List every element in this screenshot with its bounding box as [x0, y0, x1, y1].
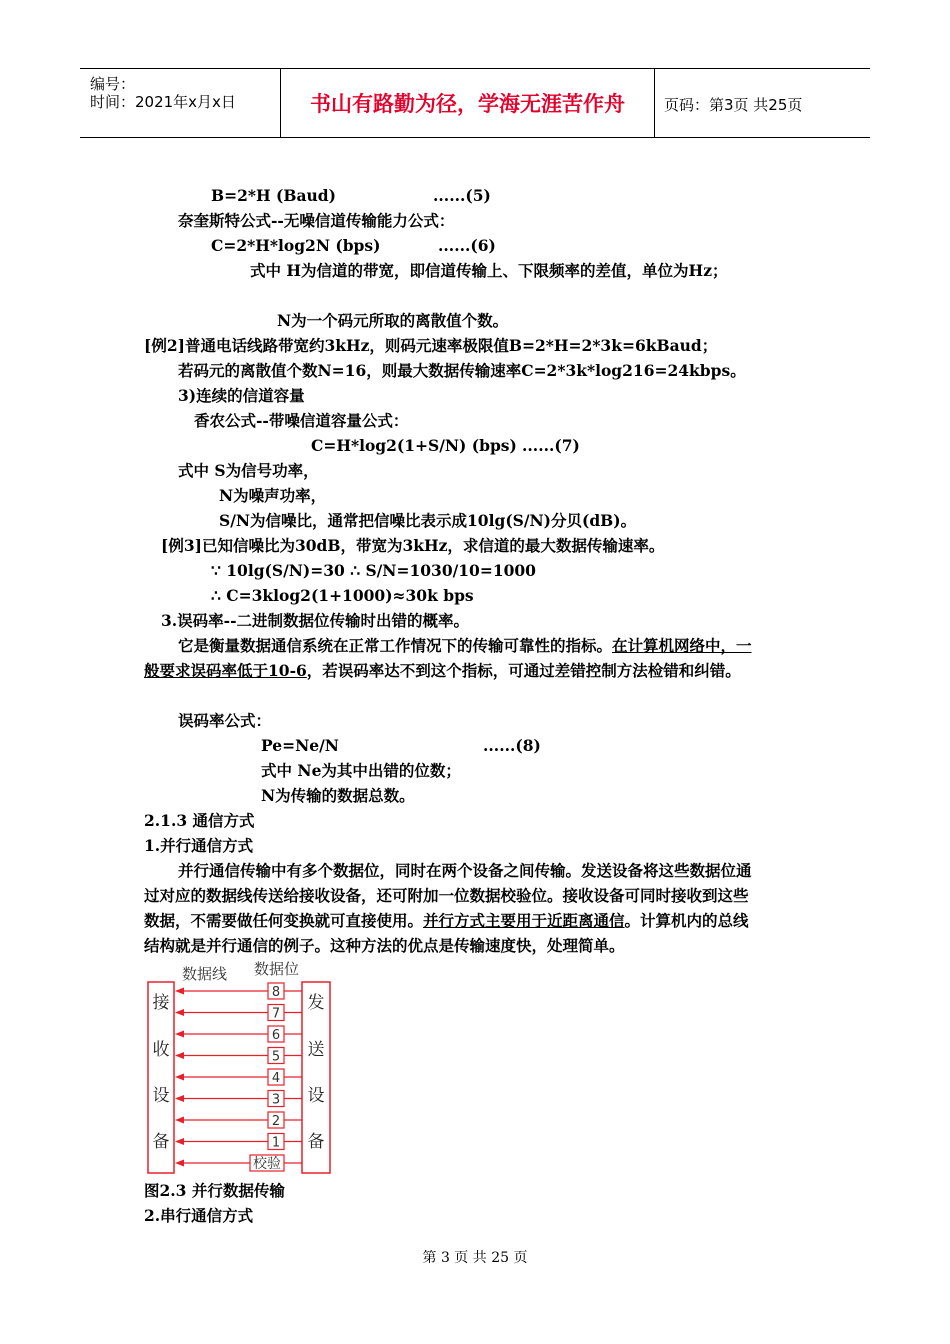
text-line: ∴ C=3klog2(1+1000)≈30k bps [211, 586, 474, 605]
receiver-label-char: 收 [152, 1040, 170, 1060]
arrow-head-icon [175, 1095, 184, 1102]
bit-label: 1 [271, 1135, 281, 1151]
text-line: 奈奎斯特公式--无噪信道传输能力公式： [178, 211, 455, 230]
paragraph-line: 并行通信传输中有多个数据位，同时在两个设备之间传输。发送设备将这些数据位通 [178, 861, 752, 880]
paragraph-line: 结构就是并行通信的例子。这种方法的优点是传输速度快，处理简单。 [144, 936, 625, 955]
arrow-head-icon [175, 1117, 184, 1124]
header-motto-cell [280, 69, 655, 137]
text-line: N为传输的数据总数。 [261, 786, 415, 805]
receiver-label-group [153, 993, 170, 1152]
section-heading: 3)连续的信道容量 [178, 386, 305, 405]
formula-text: C=H*log2(1+S/N) (bps) [311, 436, 517, 455]
text-line [178, 636, 752, 656]
data-line-label: 数据线 [182, 965, 228, 983]
bit-label: 4 [271, 1071, 281, 1086]
text-line [144, 661, 741, 681]
example-line: [例2]普通电话线路带宽约3kHz，则码元速率极限值B=2*H=2*3k=6kBaud； [144, 336, 718, 355]
text-span: 它是衡量数据通信系统在正常工作情况下的传输可靠性的指标。 [178, 636, 613, 655]
arrow-head-icon [175, 1074, 184, 1081]
formula-line [261, 736, 541, 756]
bit-label: 6 [271, 1028, 281, 1043]
arrow-head-icon [175, 1160, 184, 1167]
text-line: ∵ 10lg(S/N)=30 ∴ S/N=1030/10=1000 [211, 561, 536, 580]
paragraph-line [144, 911, 749, 931]
header-right-cell [654, 69, 870, 137]
page-footer: 第 3 页 共 25 页 [422, 1250, 528, 1266]
text-line: N为噪声功率， [219, 486, 327, 505]
formula-line [211, 186, 491, 206]
page-label: 页码：第3页 共25页 [664, 96, 803, 114]
data-lines-group [175, 983, 302, 1172]
section-heading: 3.误码率--二进制数据位传输时出错的概率。 [161, 611, 470, 630]
formula-line [311, 436, 580, 456]
figure-caption: 图2.3 并行数据传输 [144, 1181, 285, 1200]
underlined-text: 般要求误码率低于10-6 [144, 661, 307, 680]
text-line: 式中 H为信道的带宽，即信道传输上、下限频率的差值，单位为Hz； [250, 261, 728, 280]
header-left-cell [80, 69, 280, 137]
example-line: [例3]已知信噪比为30dB，带宽为3kHz，求信道的最大数据传输速率。 [161, 536, 665, 555]
bit-label: 5 [271, 1049, 281, 1065]
formula-text: Pe=Ne/N [261, 736, 339, 755]
page-header [80, 68, 870, 138]
section-heading: 2.串行通信方式 [144, 1206, 254, 1225]
equation-number: ......(8) [483, 736, 541, 755]
arrow-head-icon [175, 1009, 184, 1016]
sender-label-char: 发 [307, 993, 325, 1013]
sender-label-char: 设 [307, 1086, 325, 1106]
text-span: 。计算机内的总线 [624, 911, 749, 930]
bit-label: 2 [271, 1114, 281, 1129]
receiver-label-char: 备 [152, 1132, 170, 1152]
text-line: 若码元的离散值个数N=16，则最大数据传输速率C=2*3k*log216=24kbps。 [178, 361, 746, 380]
text-line: 式中 Ne为其中出错的位数； [261, 761, 461, 780]
receiver-label-char: 接 [152, 993, 170, 1013]
text-span: ，若误码率达不到这个指标，可通过差错控制方法检错和纠错。 [306, 661, 741, 680]
equation-number: ......(5) [433, 186, 491, 205]
sender-label-char: 送 [307, 1040, 325, 1060]
formula-text: C=2*H*log2N (bps) [211, 236, 381, 255]
data-bit-label: 数据位 [254, 960, 300, 978]
text-line: 式中 S为信号功率， [178, 461, 319, 480]
arrow-head-icon [175, 1138, 184, 1145]
bit-label: 8 [271, 985, 281, 1000]
bit-label: 3 [271, 1092, 281, 1108]
sender-label-char: 备 [307, 1132, 325, 1152]
text-span: 数据，不需要做任何变换就可直接使用。 [144, 911, 424, 930]
serial-label: 编号： [90, 75, 136, 93]
text-line: 误码率公式： [178, 711, 272, 730]
underlined-text: 在计算机网络中，一 [612, 636, 752, 655]
bit-label: 校验 [253, 1156, 281, 1172]
formula-text: B=2*H (Baud) [211, 186, 336, 205]
paragraph-line: 过对应的数据线传送给接收设备，还可附加一位数据校验位。接收设备可同时接收到这些 [144, 886, 749, 905]
arrow-head-icon [175, 988, 184, 995]
equation-number: ......(7) [522, 436, 580, 455]
parallel-transmission-figure [140, 958, 340, 1180]
text-line: 香农公式--带噪信道容量公式： [194, 411, 409, 430]
arrow-head-icon [175, 1052, 184, 1059]
formula-line [211, 236, 496, 256]
section-heading: 1.并行通信方式 [144, 836, 254, 855]
sender-label-group [308, 993, 325, 1152]
equation-number: ......(6) [438, 236, 496, 255]
bit-label: 7 [271, 1006, 281, 1022]
text-line: S/N为信噪比，通常把信噪比表示成10lg(S/N)分贝(dB)。 [219, 511, 637, 530]
text-line: N为一个码元所取的离散值个数。 [277, 311, 509, 330]
date-label: 时间：2021年x月x日 [90, 93, 236, 111]
arrow-head-icon [175, 1031, 184, 1038]
receiver-label-char: 设 [152, 1086, 170, 1106]
section-heading: 2.1.3 通信方式 [144, 811, 255, 830]
motto: 书山有路勤为径，学海无涯苦作舟 [310, 92, 625, 116]
underlined-text: 并行方式主要用于近距离通信 [423, 911, 625, 930]
